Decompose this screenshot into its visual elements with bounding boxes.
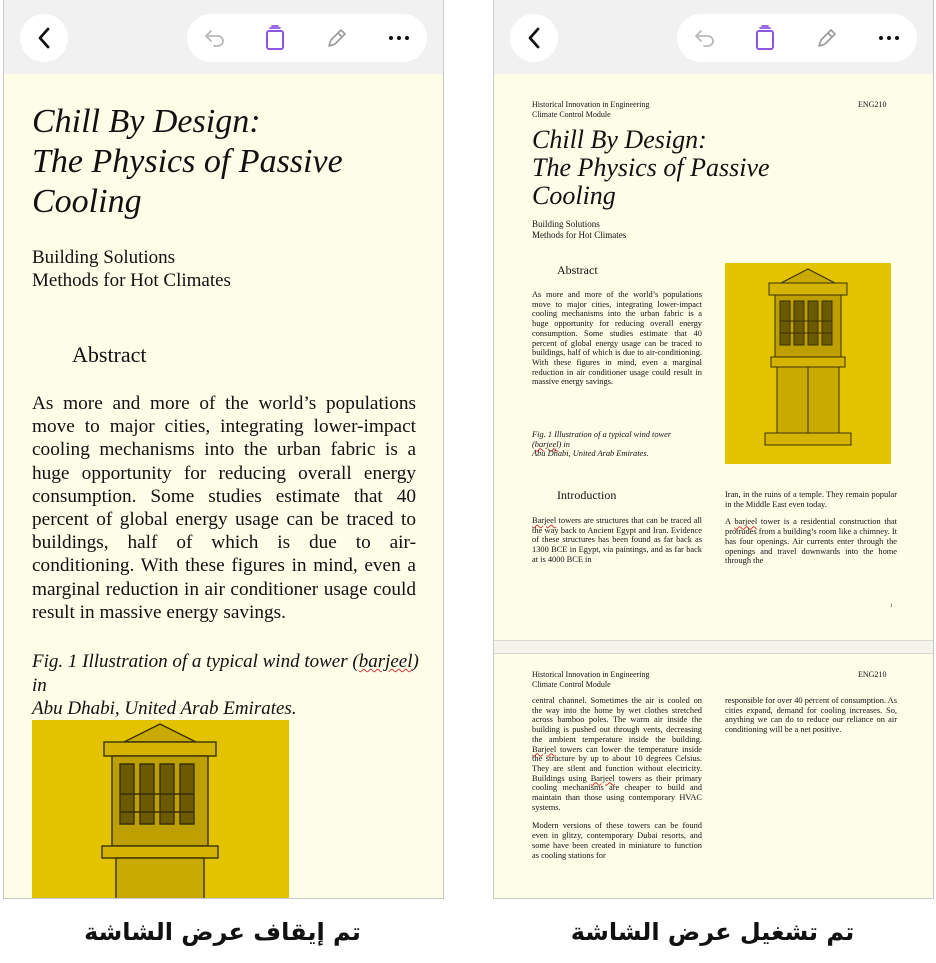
caption-text: Fig. 1 Illustration of a typical wind tower ( <box>32 651 359 672</box>
caption-text: ) in <box>32 651 419 696</box>
header-line: Climate Control Module <box>532 110 611 119</box>
wind-tower-illustration <box>32 720 289 899</box>
spelling-flagged-word[interactable]: Barjeel <box>590 773 615 783</box>
page-number: 1 <box>890 604 893 609</box>
header-line: Historical Innovation in Engineering <box>532 670 650 679</box>
caption-text: Abu Dhabi, United Arab Emirates. <box>32 698 297 719</box>
screen-view-on-label: تم تشغيل عرض الشاشة <box>570 918 855 946</box>
abstract-text: As more and more of the world’s populations move to major cities, integrating lower-impact cooling mechanisms into the urban fabric is a huge opportunity for reducing overall energy consumption. Some studies estimate that 40 percent of global energy usage can be traced to buildings, half of which is due to air-conditioning. With these figures in mind, even a marginal reduction in air conditioner usage could result in massive energy savings. <box>32 393 416 623</box>
document-title <box>32 102 432 222</box>
more-button[interactable] <box>877 26 901 50</box>
tools-pill <box>187 14 427 62</box>
markup-button[interactable] <box>325 26 349 50</box>
caption-text: Abu Dhabi, United Arab Emirates. <box>532 449 649 459</box>
page-header-left <box>532 670 650 690</box>
spelling-flagged-word[interactable]: barjeel <box>358 651 413 672</box>
page-header-right: ENG210 <box>858 100 887 109</box>
more-icon <box>387 26 411 50</box>
wind-tower-illustration <box>725 263 891 464</box>
screen-view-on-phone <box>493 0 934 899</box>
body-text: central channel. Sometimes the air is cooled on the way into the home by wet clothes stretched across bamboo poles. The warm air inside the building is pushed out through vents, decreasing the ambient temperature inside the building. <box>532 696 702 744</box>
subtitle-line: Building Solutions <box>32 247 176 268</box>
chevron-left-icon <box>527 27 541 49</box>
caption-text: Fig. 1 Illustration of a typical wind tower ( <box>532 430 672 449</box>
document-reflowed <box>4 74 443 898</box>
screen-view-icon <box>263 25 287 51</box>
document-subtitle <box>532 219 626 241</box>
body-text: towers as their primary cooling mechanisms are cheaper to build and maintain than those using contemporary HVAC systems. <box>532 773 702 812</box>
page-header-right: ENG210 <box>858 670 887 679</box>
body-text: towers are structures that can be traced all the way back to Ancient Egypt and Iran. Evidence of these structures has been found as far back as 1300 BCE in Egypt, via paintings, and as far back at is 4000 BCE in <box>532 516 702 564</box>
undo-button[interactable] <box>693 26 717 50</box>
header-line: Historical Innovation in Engineering <box>532 100 650 109</box>
undo-icon <box>693 26 717 50</box>
paragraph <box>532 696 702 812</box>
screen-view-off-label: تم إيقاف عرض الشاشة <box>84 918 361 946</box>
tools-pill <box>677 14 917 62</box>
introduction-text <box>532 516 702 565</box>
subtitle-line: Methods for Hot Climates <box>532 230 627 240</box>
toolbar <box>494 0 933 74</box>
paragraph: Modern versions of these towers can be found even in glitzy, contemporary Dubai resorts, and some have been created in miniature to function as cooling stations for <box>532 821 702 860</box>
undo-icon <box>203 26 227 50</box>
title-line: The Physics of Passive <box>32 143 343 180</box>
spelling-flagged-word[interactable]: barjeel <box>734 517 758 527</box>
page-2-column-1 <box>532 696 702 860</box>
back-button[interactable] <box>510 14 558 62</box>
title-line: The Physics of Passive <box>532 153 770 182</box>
spelling-flagged-word[interactable]: Barjeel <box>532 516 557 525</box>
header-line: Climate Control Module <box>532 680 611 689</box>
wind-tower-figure <box>725 263 891 464</box>
title-line: Cooling <box>532 181 616 210</box>
abstract-heading: Abstract <box>72 342 147 367</box>
page-header-left <box>532 100 650 120</box>
body-text: towers can lower the temperature inside the structure by up to about 10 degrees Celsius. They are silent and function without electricity. Buildings using <box>532 744 702 783</box>
screen-view-off-phone <box>3 0 444 899</box>
spelling-flagged-word[interactable]: barjeel <box>534 439 559 449</box>
back-button[interactable] <box>20 14 68 62</box>
column-2-text <box>725 490 897 566</box>
document-subtitle <box>32 246 432 292</box>
figure-caption <box>32 650 432 721</box>
markup-button[interactable] <box>815 26 839 50</box>
subtitle-line: Building Solutions <box>532 219 600 229</box>
body-text: A <box>725 517 735 527</box>
title-line: Cooling <box>32 183 142 220</box>
document-title <box>532 126 770 210</box>
page-separator <box>494 640 933 654</box>
toolbar <box>4 0 443 74</box>
paragraph: Iran, in the ruins of a temple. They remain popular in the Middle East even today. <box>725 490 897 509</box>
spelling-flagged-word[interactable]: Barjeel <box>532 744 557 754</box>
screen-view-button[interactable] <box>263 26 287 50</box>
subtitle-line: Methods for Hot Climates <box>32 270 231 291</box>
abstract-text: As more and more of the world’s populations move to major cities, integrating lower-impact cooling mechanisms into the urban fabric is a huge opportunity for reducing overall energy consumption. Some studies estimate that 40 percent of global energy usage can be traced to buildings, half of which is due to air-conditioning. With these figures in mind, even a marginal reduction in air conditioner usage could result in massive energy savings. <box>532 290 702 387</box>
introduction-heading: Introduction <box>557 488 617 502</box>
undo-button[interactable] <box>203 26 227 50</box>
more-icon <box>877 26 901 50</box>
markup-pen-icon <box>325 26 349 50</box>
more-button[interactable] <box>387 26 411 50</box>
caption-text: ) in <box>558 439 570 449</box>
document-page-view <box>494 74 933 898</box>
screen-view-icon <box>753 25 777 51</box>
title-line: Chill By Design: <box>32 103 261 140</box>
paragraph <box>725 517 897 566</box>
screen-view-button[interactable] <box>753 26 777 50</box>
title-line: Chill By Design: <box>532 125 707 154</box>
wind-tower-figure <box>32 720 289 899</box>
page-2-column-2: responsible for over 40 percent of consumption. As cities expand, demand for cooling increases. So, anything we can do to reduce our reliance on air conditioning will be a net positive. <box>725 696 897 735</box>
figure-caption <box>532 430 702 459</box>
body-text: tower is a residential construction that protrudes from a building’s room like a chimney. It has four openings. Air currents enter through the openings and travel downwards into the home through the <box>725 517 897 566</box>
abstract-heading: Abstract <box>557 263 598 277</box>
markup-pen-icon <box>815 26 839 50</box>
chevron-left-icon <box>37 27 51 49</box>
